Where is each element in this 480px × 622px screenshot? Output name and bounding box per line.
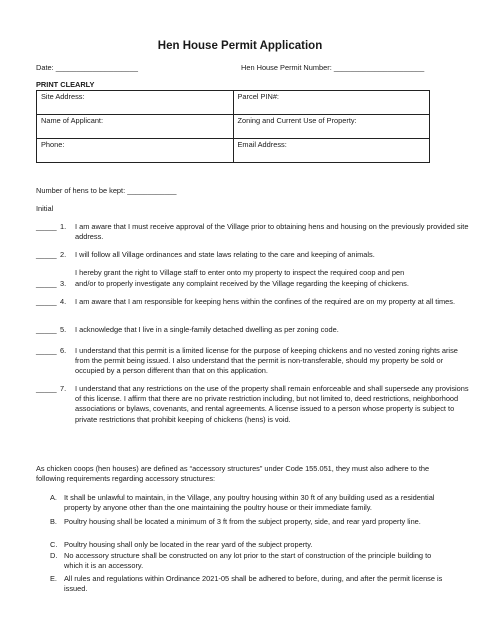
item-number: 6. bbox=[60, 346, 67, 355]
document-title: Hen House Permit Application bbox=[157, 40, 323, 52]
phone-label: Phone: bbox=[41, 140, 65, 149]
requirement-letter: B. bbox=[50, 517, 57, 526]
parcel-pin-field[interactable] bbox=[233, 91, 430, 115]
item-text: I understand that any restrictions on the use of the property shall remain enforceable and shall supersede any provisions of this license. I affirm that there are no private restriction including, but not limited to, deed restrictions, neighborhood associations or bylaws, covenants, and rental agreements. A license issued to a person whose property is subject to private restrictions that prohibit keeping of chickens (hens) is void. bbox=[75, 384, 469, 424]
initial-blank[interactable]: _____ bbox=[36, 325, 57, 334]
parcel-pin-label: Parcel PIN#: bbox=[237, 92, 279, 101]
initial-blank[interactable]: _____ bbox=[36, 346, 57, 355]
site-address-field[interactable] bbox=[37, 91, 234, 115]
item-number: 3. bbox=[60, 279, 67, 288]
item-text: I am aware that I am responsible for keeping hens within the confines of the required are on my property at all times. bbox=[75, 297, 455, 306]
item-text: I will follow all Village ordinances and state laws relating to the care and keeping of animals. bbox=[75, 250, 375, 259]
requirement-letter: C. bbox=[50, 540, 58, 549]
requirement-text: Poultry housing shall only be located in the rear yard of the subject property. bbox=[64, 540, 313, 549]
site-address-label: Site Address: bbox=[41, 92, 85, 101]
permit-number-field[interactable]: Hen House Permit Number: ______________________ bbox=[241, 63, 425, 72]
item-number: 5. bbox=[60, 325, 67, 334]
requirement-letter: A. bbox=[50, 493, 57, 502]
email-label: Email Address: bbox=[237, 140, 287, 149]
initial-blank[interactable]: _____ bbox=[36, 250, 57, 259]
initial-blank[interactable]: _____ bbox=[36, 297, 57, 306]
initial-blank[interactable]: _____ bbox=[36, 222, 57, 231]
item-number: 1. bbox=[60, 222, 67, 231]
item-text: I understand that this permit is a limited license for the purpose of keeping chickens and no vested zoning rights arise from the permit being issued. I also understand that the permit is non-transferable, should my property be sold or occupied by a person different than that on this application. bbox=[75, 346, 458, 376]
requirement-letter: E. bbox=[50, 574, 57, 583]
initial-blank[interactable]: _____ bbox=[36, 279, 57, 288]
initial-heading: Initial bbox=[36, 204, 54, 213]
applicant-name-label: Name of Applicant: bbox=[41, 116, 104, 125]
zoning-label: Zoning and Current Use of Property: bbox=[237, 116, 357, 125]
applicant-name-field[interactable] bbox=[37, 115, 234, 139]
item-number: 4. bbox=[60, 297, 67, 306]
requirement-text: Poultry housing shall be located a minimum of 3 ft from the subject property, side, and rear yard property line. bbox=[64, 517, 421, 526]
requirement-text: No accessory structure shall be constructed on any lot prior to the start of construction of the principle building to which it is an accessory. bbox=[64, 551, 432, 571]
zoning-field[interactable] bbox=[233, 115, 430, 139]
email-field[interactable] bbox=[233, 139, 430, 163]
requirement-text: It shall be unlawful to maintain, in the Village, any poultry housing within 30 ft of any building used as a residential property by anyone other than the one maintaining the poultry house or their immediate family. bbox=[64, 493, 435, 513]
item-text-intro: I hereby grant the right to Village staff to enter onto my property to inspect the required coop and pen bbox=[75, 268, 405, 277]
phone-field[interactable] bbox=[37, 139, 234, 163]
requirement-letter: D. bbox=[50, 551, 58, 560]
item-text: I am aware that I must receive approval of the Village prior to obtaining hens and housing on the previously provided site address. bbox=[75, 222, 469, 242]
print-clearly-label: PRINT CLEARLY bbox=[36, 80, 95, 89]
number-of-hens-field[interactable]: Number of hens to be kept: ____________ bbox=[36, 186, 177, 195]
date-field[interactable]: Date: ____________________ bbox=[36, 63, 138, 72]
accessory-structures-paragraph: As chicken coops (hen houses) are defined as “accessory structures” under Code 155.051, they must also adhere to the following requirements regarding accessory structures: bbox=[36, 464, 430, 484]
requirement-text: All rules and regulations within Ordinance 2021-05 shall be adhered to before, during, and after the permit license is issued. bbox=[64, 574, 443, 594]
item-text: and/or to properly investigate any complaint received by the Village regarding the keeping of chickens. bbox=[75, 279, 409, 288]
item-number: 7. bbox=[60, 384, 67, 393]
initial-blank[interactable]: _____ bbox=[36, 384, 57, 393]
applicant-info-table bbox=[36, 90, 430, 163]
item-number: 2. bbox=[60, 250, 67, 259]
item-text: I acknowledge that I live in a single-family detached dwelling as per zoning code. bbox=[75, 325, 339, 334]
